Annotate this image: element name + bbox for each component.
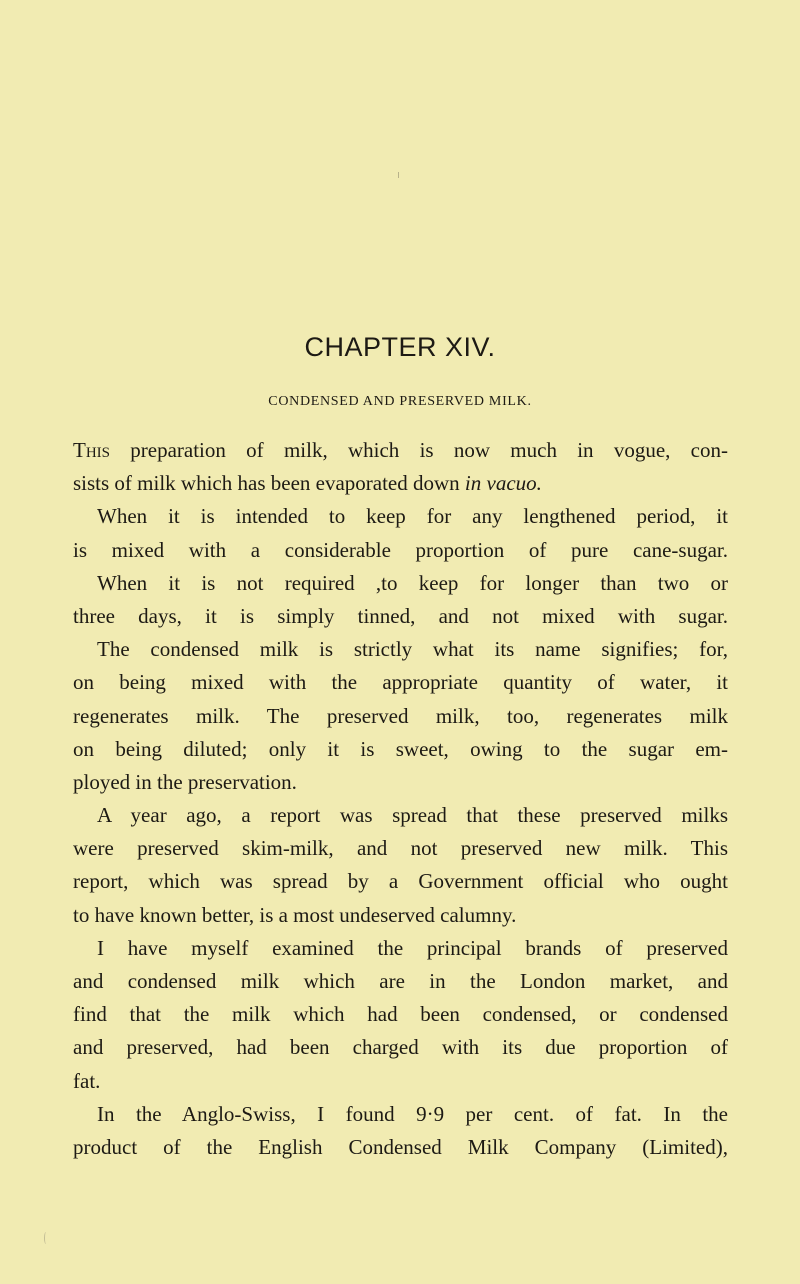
text-line: find that the milk which had been condensed, or condensed — [73, 1002, 728, 1027]
text-line: and preserved, had been charged with its due proportion of — [73, 1035, 728, 1060]
text-line: When it is not required ,to keep for longer than two or — [97, 570, 728, 595]
text-line: A year ago, a report was spread that these preserved milks — [97, 803, 728, 828]
print-mark — [398, 172, 399, 178]
text-line: on being diluted; only it is sweet, owing to the sugar em- — [73, 736, 728, 761]
text-line: on being mixed with the appropriate quantity of water, it — [73, 670, 728, 695]
chapter-heading: CHAPTER XIV. — [304, 332, 496, 362]
text-line: three days, it is simply tinned, and not mixed with sugar. — [73, 603, 728, 628]
body-text — [73, 434, 728, 1164]
text-line: When it is intended to keep for any lengthened period, it — [97, 504, 728, 529]
text-line: were preserved skim-milk, and not preserved new milk. This — [73, 836, 728, 861]
text-line: product of the English Condensed Milk Company (Limited), — [73, 1134, 728, 1159]
text-line: In the Anglo-Swiss, I found 9·9 per cent. of fat. In the — [97, 1101, 728, 1126]
italic-phrase: in vacuo. — [464, 471, 542, 496]
text-line: to have known better, is a most undeserved calumny. — [73, 902, 517, 927]
opening-word: This — [73, 438, 110, 462]
text-line: sists of milk which has been evaporated down in vacuo. — [73, 471, 542, 496]
text-line: report, which was spread by a Government official who ought — [73, 869, 728, 894]
text-line: The condensed milk is strictly what its name signifies; for, — [97, 637, 728, 662]
text-line: is mixed with a considerable proportion of pure cane-sugar. — [73, 537, 728, 562]
section-title: CONDENSED AND PRESERVED MILK. — [268, 394, 532, 409]
text-line: regenerates milk. The preserved milk, too, regenerates milk — [73, 703, 728, 728]
page-edge-mark — [44, 1232, 48, 1244]
text-line: and condensed milk which are in the London market, and — [73, 969, 728, 993]
text-line: ployed in the preservation. — [73, 769, 297, 794]
text-line: I have myself examined the principal brands of preserved — [97, 935, 728, 960]
text-line: This preparation of milk, which is now much in vogue, con- — [73, 438, 728, 462]
text-line: fat. — [73, 1068, 101, 1093]
